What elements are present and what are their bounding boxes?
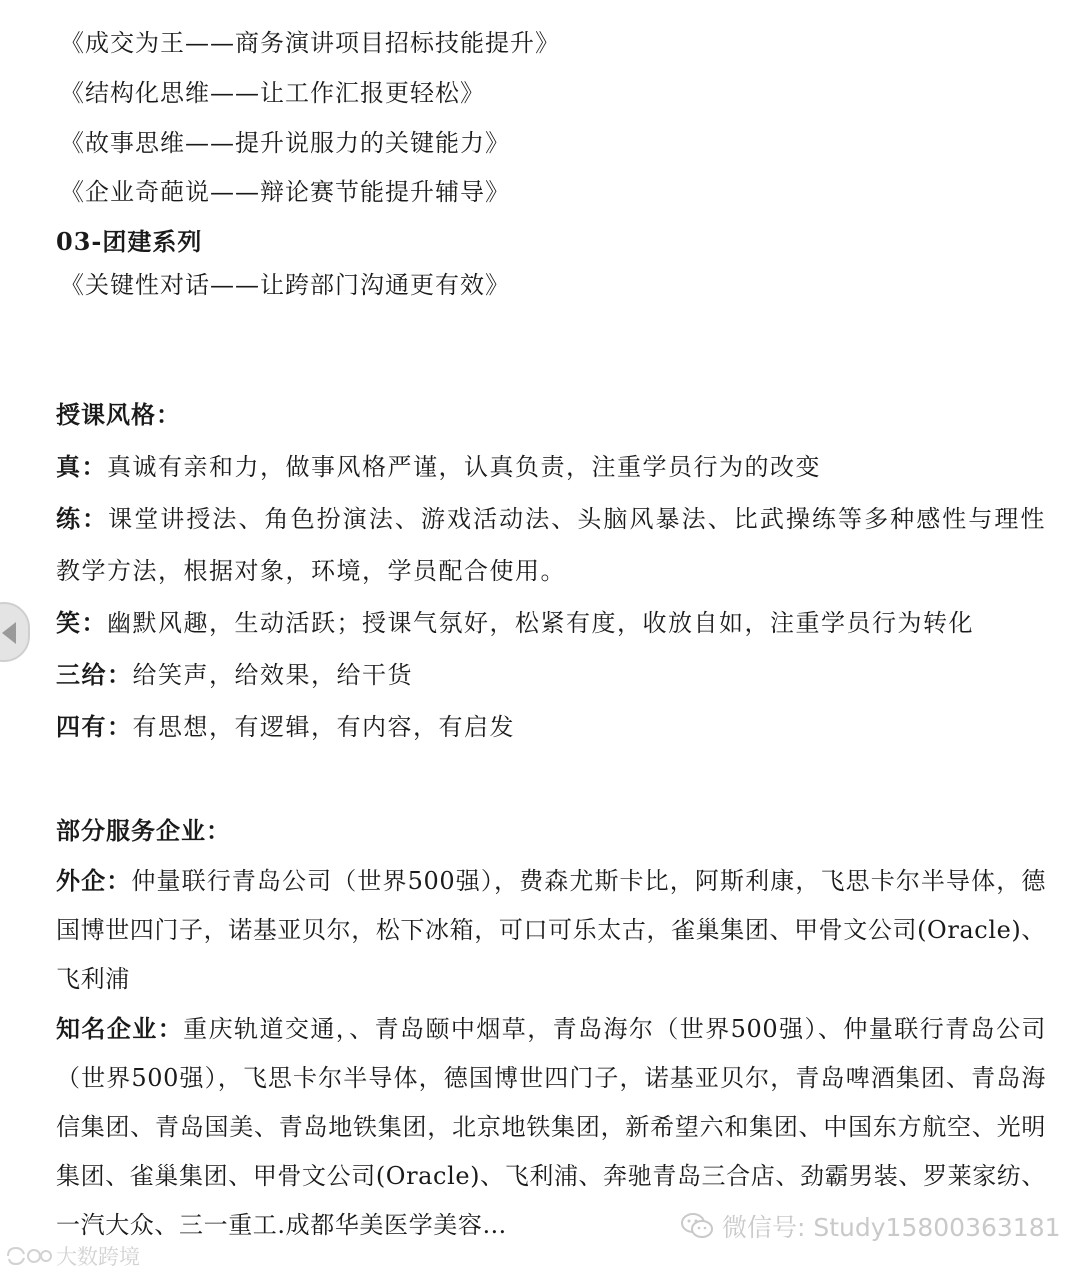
wechat-watermark [680,1206,1061,1246]
item-label: 笑： [56,608,107,637]
brand-watermark [4,1240,140,1272]
course-title: 《企业奇葩说——辩论赛节能提升辅导》 [60,178,510,206]
famous-text: 重庆轨道交通，、青岛颐中烟草，青岛海尔（世界500强）、仲量联行青岛公司（世界500强），飞思卡尔半导体，德国博世四门子，诺基亚贝尔，青岛啤酒集团、青岛海信集团、青岛国美、青岛地铁集团，北京地铁集团，新希望六和集团、中国东方航空、光明集团、雀巢集团、甲骨文公司(Oracle)、飞利浦、奔驰青岛三合店、劲霸男装、罗莱家纺、一汽大众、三一重工.成都华美医学美容… [56,1015,1047,1239]
item-label: 四有： [56,712,133,741]
item-text: 有思想，有逻辑，有内容，有启发 [132,713,515,741]
item-label: 真： [56,452,107,481]
item-label: 练： [56,504,109,533]
foreign-text: 仲量联行青岛公司（世界500强），费森尤斯卡比，阿斯利康，飞思卡尔半导体，德国博世四门子，诺基亚贝尔，松下冰箱，可口可乐太古，雀巢集团、甲骨文公司(Oracle)、飞利浦 [56,867,1046,993]
item-text: 课堂讲授法、角色扮演法、游戏活动法、头脑风暴法、比武操练等多种感性与理性教学方法，根据对象，环境，学员配合使用。 [56,505,1047,585]
course-title: 《关键性对话——让跨部门沟通更有效》 [60,271,510,299]
chevron-left-icon [2,622,16,644]
course-title: 《成交为王——商务演讲项目招标技能提升》 [60,29,560,57]
course-title: 《故事思维——提升说服力的关键能力》 [60,129,510,157]
item-label: 三给： [56,660,133,689]
clients-heading: 部分服务企业： [56,816,231,845]
brand-logo-icon [4,1244,52,1268]
series-heading: 03-团建系列 [56,227,203,256]
teaching-style-item [56,441,1046,493]
item-text: 幽默风趣，生动活跃；授课气氛好，松紧有度，收放自如，注重学员行为转化 [107,609,974,637]
teaching-style-item [56,597,1046,649]
item-text: 真诚有亲和力，做事风格严谨，认真负责，注重学员行为的改变 [107,453,821,481]
foreign-label: 外企： [56,866,132,895]
wechat-id-text: 微信号: Study15800363181 [722,1213,1061,1242]
foreign-clients [56,856,1046,1004]
brand-text: 大数跨境 [56,1245,140,1269]
famous-label: 知名企业： [56,1014,184,1043]
teaching-style-item [56,701,1046,753]
teaching-style-item [56,493,1046,597]
course-title: 《结构化思维——让工作汇报更轻松》 [60,79,485,107]
teaching-style-item [56,649,1046,701]
item-text: 给笑声，给效果，给干货 [132,661,413,689]
wechat-icon [680,1211,714,1241]
teaching-style-heading: 授课风格： [56,400,181,429]
prev-page-button[interactable] [0,602,30,662]
